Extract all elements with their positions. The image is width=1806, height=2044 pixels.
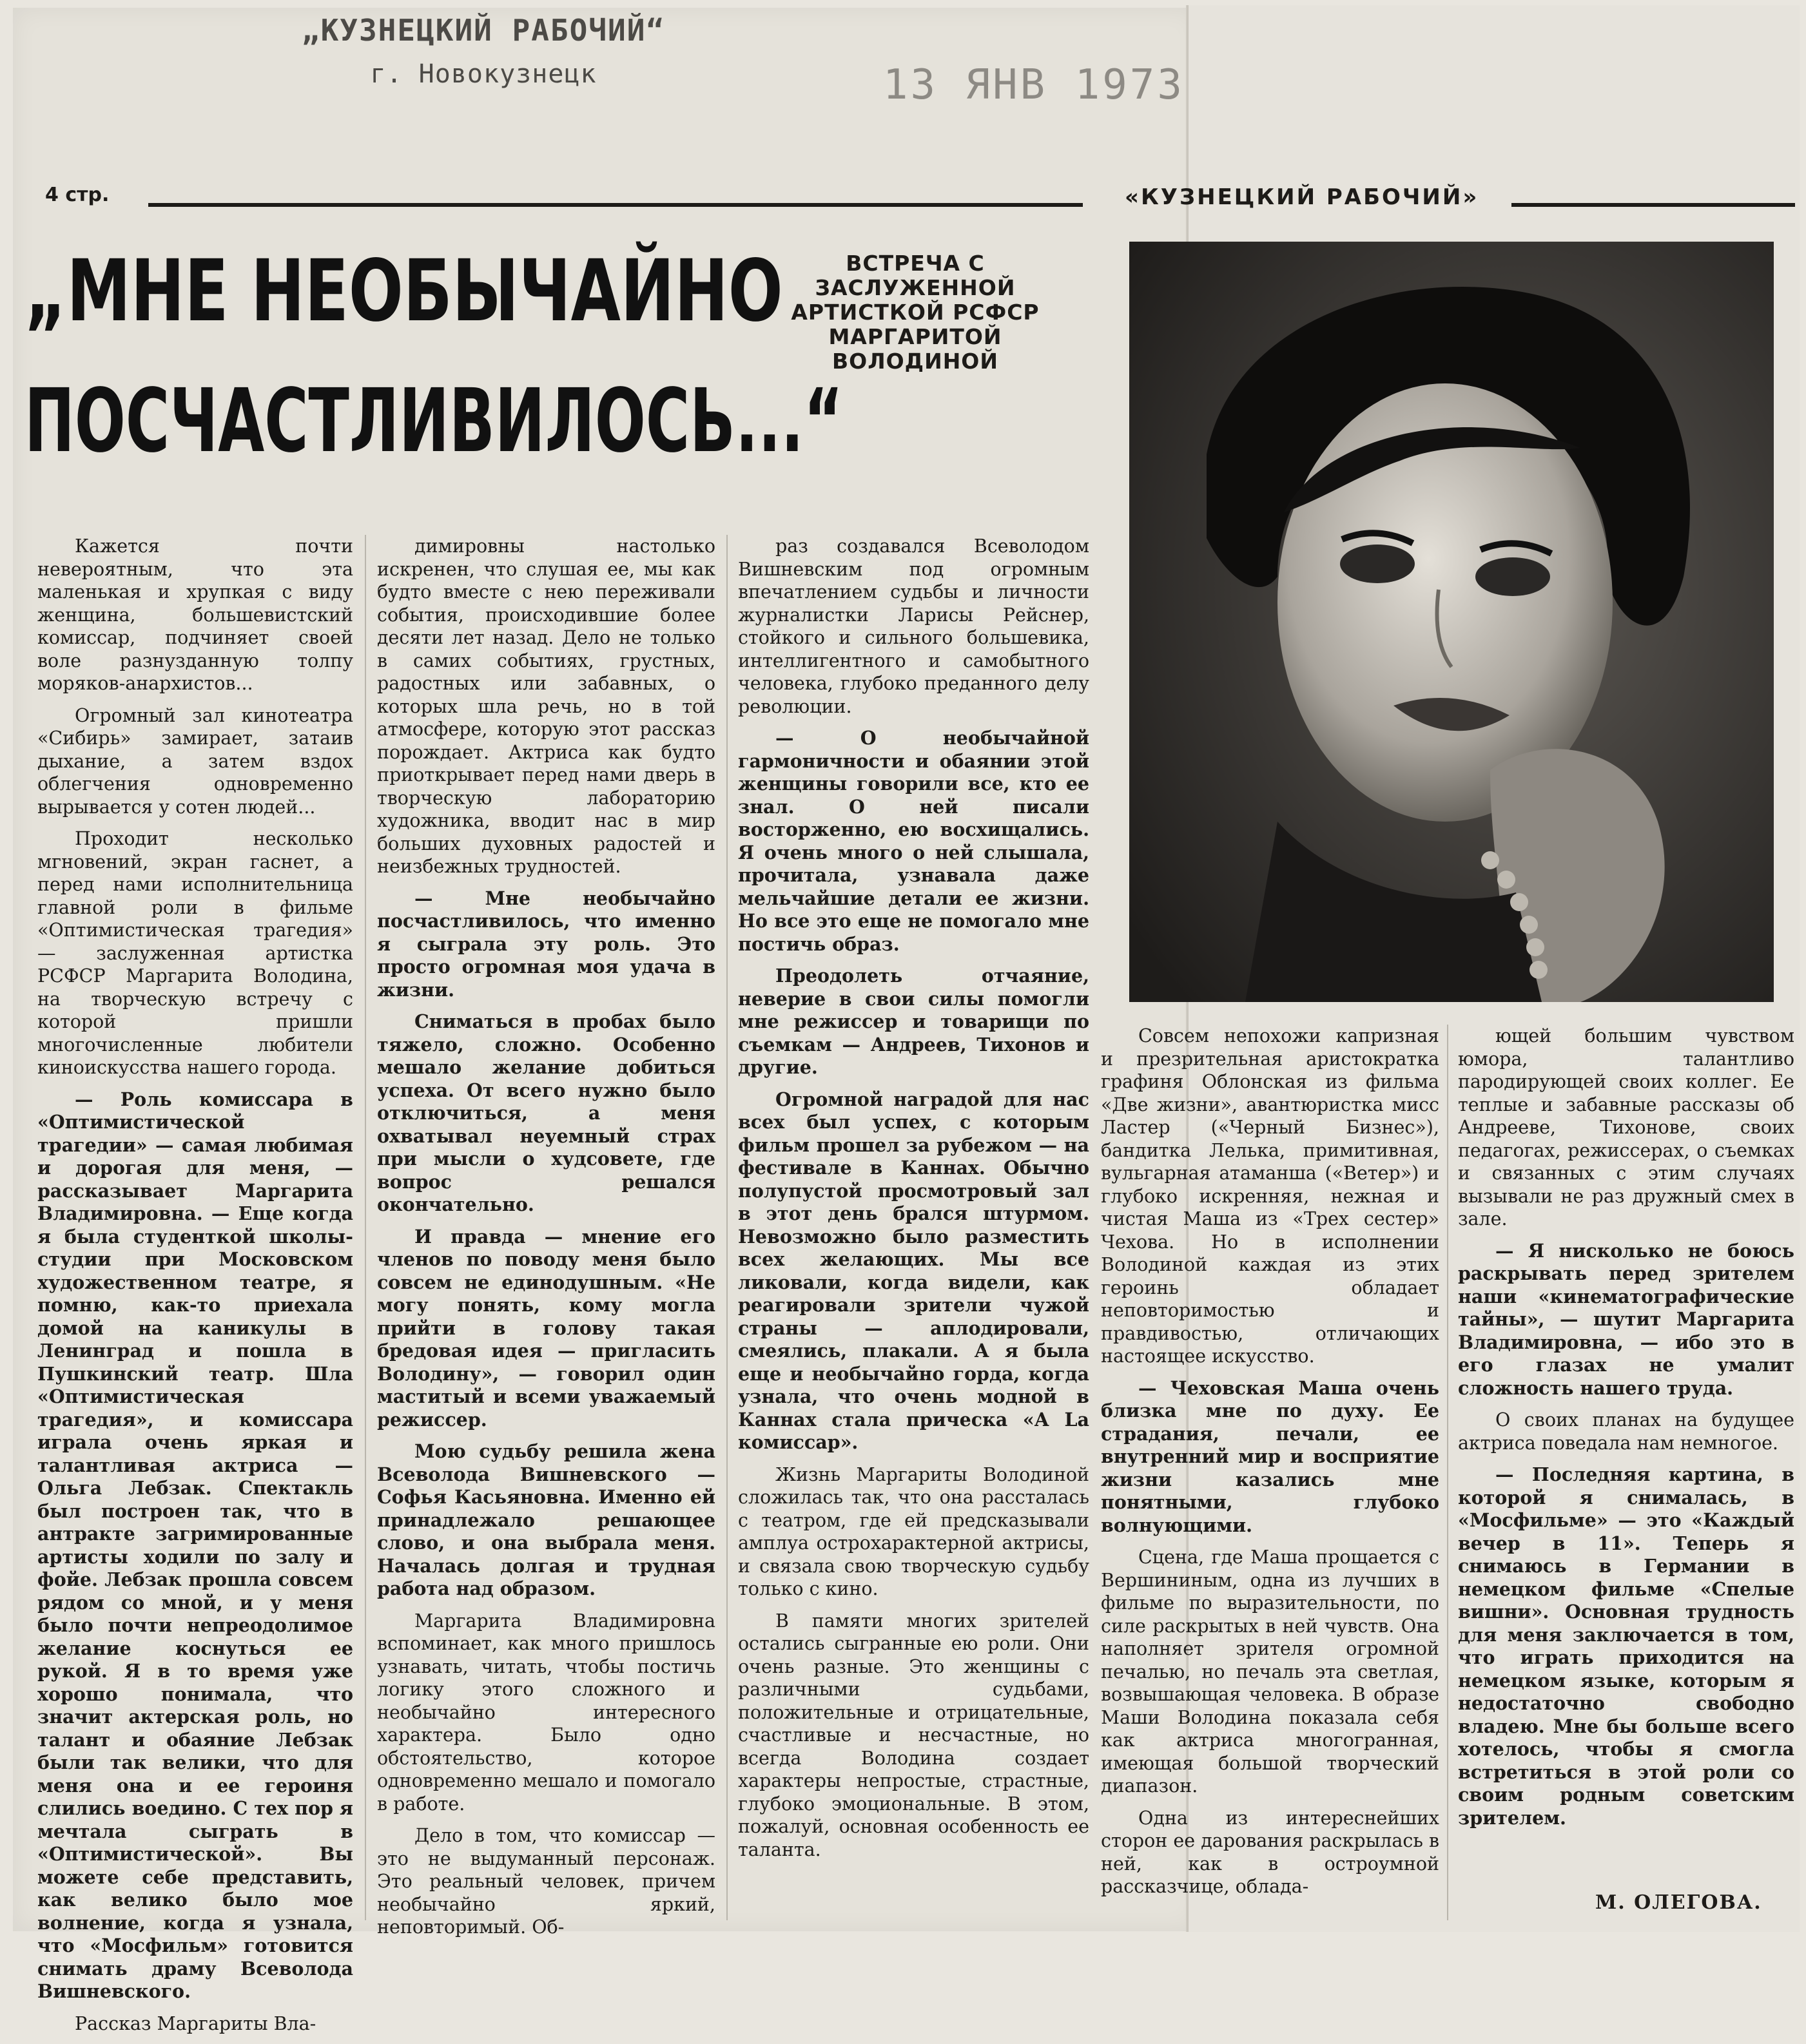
column-rule — [726, 535, 728, 1920]
paragraph: Кажется почти невероятным, что эта маленькая и хрупкая с виду женщина, большевистский комиссар, подчиняет своей воле разнузданную толпу моряков-анархистов... — [37, 535, 353, 694]
paragraph: — Роль комиссара в «Оптимистической трагедии» — самая любимая и дорогая для меня, — рассказывает Маргарита Владимировна. — Еще когда я была студенткой школы-студии при Московском художественном театре, я помню, как-то приехала домой на каникулы в Ленинград и пошла в Пушкинский театр. Шла «Оптимистическая трагедия», и комиссара играла очень яркая и талантливая актриса — Ольга Лебзак. Спектакль был построен так, что в антракте загримированные артисты ходили по залу и фойе. Лебзак прошла совсем рядом со мной, и у меня было почти непреодолимое желание коснуться ее рукой. Я в то время уже хорошо понимала, что значит актерская роль, но талант и обаяние Лебзак были так велики, что для меня она и ее героиня слились воедино. С тех пор я мечтала сыграть в «Оптимистической». Вы можете себе представить, как велико было мое волнение, когда я узнала, что «Мосфильм» готовится снимать драму Всеволода Вишневского. — [37, 1088, 353, 2002]
paragraph: Преодолеть отчаяние, неверие в свои силы помогли мне режиссер и товарищи по съемкам — Андреев, Тихонов и другие. — [738, 965, 1089, 1078]
masthead: «КУЗНЕЦКИЙ РАБОЧИЙ» — [1125, 184, 1479, 210]
paragraph: Совсем непохожи капризная и презрительная аристократка графиня Облонская из фильма «Две жизни», авантюристка мисс Ластер («Черный Бизнес»), бандитка Лелька, примитивная, вульгарная атаманша («Ветер») и глубоко искренняя, нежная и чистая Маша из «Трех сестер» Чехова. Но в исполнении Володиной каждая из этих героинь обладает неповторимостью и правдивостью, отличающих настоящее искусство. — [1101, 1025, 1439, 1367]
article-column-1 — [37, 535, 353, 2044]
article-column-4 — [1101, 1025, 1439, 1907]
paragraph: О своих планах на будущее актриса поведала нам немногое. — [1458, 1409, 1794, 1454]
article-column-2 — [377, 535, 715, 1948]
headline-line1: „МНЕ НЕОБЫЧАЙНО — [24, 242, 783, 341]
headline-line2: ПОСЧАСТЛИВИЛОСЬ...“ — [24, 371, 844, 472]
paragraph: Сцена, где Маша прощается с Вершининым, одна из лучших в фильме по выразительности, по силе раскрытых в ней чувств. Она наполняет зрителя огромной печалью, но печаль эта светлая, возвышающая человека. В образе Маши Володина показала себя как актриса многогранная, имеющая большой творческий диапазон. — [1101, 1547, 1439, 1797]
newspaper-stamp — [284, 13, 683, 89]
paragraph: Огромной наградой для нас всех был успех, с которым фильм прошел за рубежом — на фестивале в Каннах. Обычно полупустой просмотровый зал в этот день брался штурмом. Невозможно было разместить всех желающих. Мы все ликовали, когда видели, как реагировали зрители чужой страны — аплодировали, смеялись, плакали. А я была еще и необычайно горда, когда узнала, что очень модной в Каннах стала прическа «А La комиссар». — [738, 1088, 1089, 1453]
article-column-3 — [738, 535, 1089, 1870]
header-rule-right — [1511, 203, 1795, 207]
paragraph: Сниматься в пробах было тяжело, сложно. Особенно мешало желание добиться успеха. От всего нужно было отключиться, а меня охватывал неуемный страх при мысли о худсовете, где вопрос решался окончательно. — [377, 1010, 715, 1215]
paragraph: Мою судьбу решила жена Всеволода Вишневского — Софья Касьяновна. Именно ей принадлежало решающее слово, и она выбрала меня. Началась долгая и трудная работа над образом. — [377, 1440, 715, 1599]
header-rule-left — [148, 203, 1083, 207]
paragraph: Огромный зал кинотеатра «Сибирь» замирает, затаив дыхание, а затем вздох облегчения одновременно вырывается у сотен людей... — [37, 704, 353, 818]
paragraph: Рассказ Маргариты Вла- — [75, 2012, 316, 2034]
paragraph: В памяти многих зрителей остались сыгранные ею роли. Они очень разные. Это женщины с различными судьбами, положительные и отрицательные, счастливые и несчастные, но всегда Володина создает характеры непростые, страстные, глубоко эмоциональные. В этом, пожалуй, основная особенность ее таланта. — [738, 1610, 1089, 1860]
paragraph: Жизнь Маргариты Володиной сложилась так, что она рассталась с театром, где ей предсказывали амплуа острохарактерной актрисы, и связала свою творческую судьбу только с кино. — [738, 1463, 1089, 1599]
stamp-title: „КУЗНЕЦКИЙ РАБОЧИЙ“ — [301, 13, 666, 48]
column-rule — [365, 535, 366, 1920]
subheading: ВСТРЕЧА С ЗАСЛУЖЕННОЙ АРТИСТКОЙ РСФСР МАРГАРИТОЙ ВОЛОДИНОЙ — [791, 251, 1040, 374]
paragraph: — Я нисколько не боюсь раскрывать перед зрителем наши «кинематографические тайны», — шутит Маргарита Владимировна, — ибо это в его глазах не умалит сложность нашего труда. — [1458, 1239, 1794, 1399]
page-number: 4 стр. — [45, 184, 110, 206]
portrait-photo — [1129, 242, 1774, 1002]
stamp-city: г. Новокузнецк — [370, 59, 597, 89]
paragraph: Маргарита Владимировна вспоминает, как много пришлось узнавать, читать, чтобы постичь логику этого сложного и необычайно интересного характера. Было одно обстоятельство, которое одновременно мешало и помогало в работе. — [377, 1610, 715, 1815]
paragraph: Проходит несколько мгновений, экран гаснет, а перед нами исполнительница главной роли в фильме «Оптимистическая трагедия» — заслуженная артистка РСФСР Маргарита Володина, на творческую встречу с которой пришли многочисленные любители киноискусства нашего города. — [37, 828, 353, 1078]
paragraph: Дело в том, что комиссар — это не выдуманный персонаж. Это реальный человек, причем необычайно яркий, неповторимый. Об- — [377, 1825, 715, 1938]
portrait-image — [1129, 242, 1774, 1002]
column-rule — [1447, 1025, 1448, 1920]
paragraph: И правда — мнение его членов по поводу меня было совсем не единодушным. «Не могу понять, кому могла прийти в голову такая бредовая идея — пригласить Володину», — говорил один маститый и всеми уважаемый режиссер. — [377, 1225, 715, 1431]
paragraph: Одна из интереснейших сторон ее дарования раскрылась в ней, как в остроумной рассказчице, облада- — [1101, 1807, 1439, 1897]
paragraph: — Последняя картина, в которой я снималась, в «Мосфильме» — это «Каждый вечер в 11». Теперь я снимаюсь в Германии в немецком фильме «Спелые вишни». Основная трудность для меня заключается в том, что играть приходится на немецком языке, которым я недостаточно свободно владею. Мне бы больше всего хотелось, чтобы я смогла встретиться в этой роли со своим родным советским зрителем. — [1458, 1463, 1794, 1829]
paragraph: — О необычайной гармоничности и обаянии этой женщины говорили все, кто ее знал. О ней писали восторженно, ею восхищались. Я очень много о ней слышала, прочитала, узнавала даже мельчайшие детали ее жизни. Но все это еще не помогало мне постичь образ. — [738, 727, 1089, 955]
date-stamp: 13 ЯНВ 1973 — [883, 61, 1185, 109]
paragraph: раз создавался Всеволодом Вишневским под огромным впечатлением судьбы и личности журналистки Ларисы Рейснер, стойкого и сильного большевика, интеллигентного и самобытного человека, глубоко преданного делу революции. — [738, 535, 1089, 717]
article-column-5 — [1458, 1025, 1794, 1838]
paragraph: — Чеховская Маша очень близка мне по духу. Ее страдания, печали, ее внутренний мир и восприятие жизни казались мне понятными, глубоко волнующими. — [1101, 1376, 1439, 1536]
paragraph: — Мне необычайно посчастливилось, что именно я сыграла эту роль. Это просто огромная моя удача в жизни. — [377, 887, 715, 1001]
author-signature: М. ОЛЕГОВА. — [1595, 1891, 1762, 1914]
paragraph: димировны настолько искренен, что слушая ее, мы как будто вместе с нею переживали события, происходившие более десяти лет назад. Дело не только в самих событиях, грустных, радостных или забавных, о которых шла речь, но в той атмосфере, которую этот рассказ порождает. Актриса как будто приоткрывает перед нами дверь в творческую лабораторию художника, вводит нас в мир больших духовных радостей и неизбежных трудностей. — [377, 535, 715, 877]
paragraph: ющей большим чувством юмора, талантливо пародирующей своих коллег. Ее теплые и забавные рассказы об Андрееве, Тихонове, своих педагогах, режиссерах, о съемках и связанных с этим случаях вызывали не раз дружный смех в зале. — [1458, 1025, 1794, 1229]
